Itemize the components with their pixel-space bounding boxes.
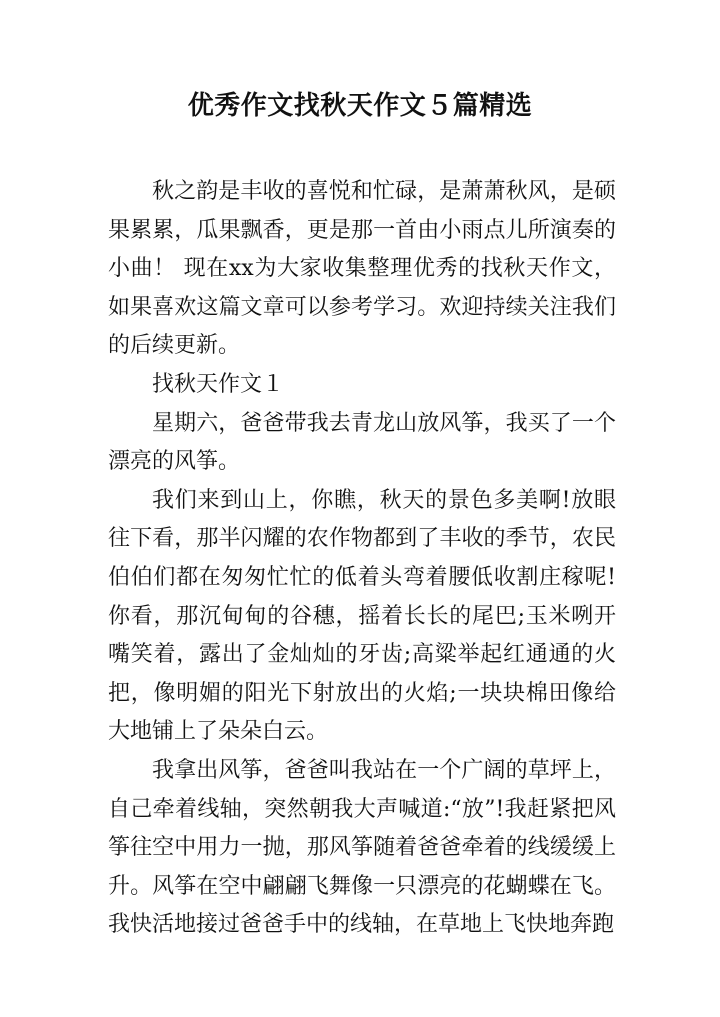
document-title: 优秀作文找秋天作文５篇精选 <box>187 91 533 121</box>
body-paragraph: 星期六，爸爸带我去青龙山放风筝，我买了一个漂亮的风筝。 <box>108 410 616 475</box>
body-paragraph: 我们来到山上，你瞧，秋天的景色多美啊!放眼往下看，那半闪耀的农作物都到了丰收的季节，农民伯伯们都在匆匆忙忙的低着头弯着腰低收割庄稼呢!你看，那沉甸甸的谷穗，摇着长长的尾巴;玉米咧开嘴笑着，露出了金灿灿的牙齿;高粱举起红通通的火把，像明媚的阳光下射放出的火焰;一块块棉田像给大地铺上了朵朵白云。 <box>108 487 616 745</box>
section-heading: 找秋天作文１ <box>152 371 285 397</box>
body-paragraph: 我拿出风筝，爸爸叫我站在一个广阔的草坪上，自己牵着线轴，突然朝我大声喊道:“放”!我赶紧把风筝往空中用力一抛，那风筝随着爸爸牵着的线缓缓上升。风筝在空中翩翩飞舞像一只漂亮的花蝴蝶在飞。我快活地接过爸爸手中的线轴，在草地上飞快地奔跑 <box>108 757 616 938</box>
document-body <box>108 173 616 945</box>
intro-paragraph: 秋之韵是丰收的喜悦和忙碌，是萧萧秋风，是硕果累累，瓜果飘香，更是那一首由小雨点儿所演奏的小曲！ 现在xx为大家收集整理优秀的找秋天作文，如果喜欢这篇文章可以参考学习。欢迎持续关注我们的后续更新。 <box>108 179 616 359</box>
